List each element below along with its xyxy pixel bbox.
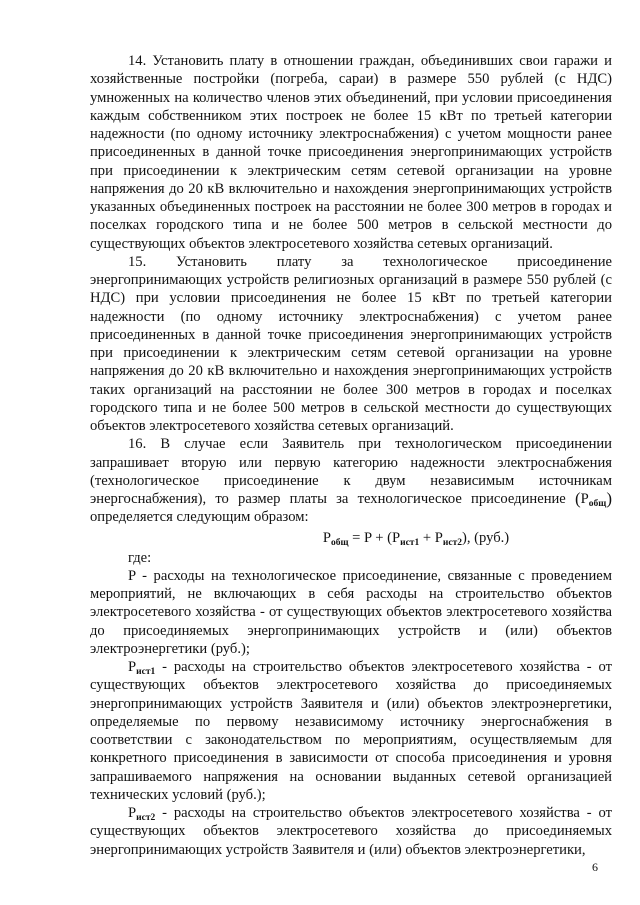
formula-tail: ), (руб.) [461,529,510,546]
definition-p-ist1-text: - расходы на строительство объектов электросетевого хозяйства - от существующих объектов электросетевого хозяйства до присоединяемых энергопринимающих устройств Заявителя и (или) объектов электроэнергетики, определяемые по первому независимому источнику энергоснабжения в соответствии с законодательством по мероприятиям, осуществляемым для конкретного присоединения в зависимости от способа присоединения и уровня запрашиваемого напряжения на основании выданных сетевой организацией технических условий (руб.); [90,659,612,803]
paragraph-14 [90,52,612,253]
definition-p-ist2-subscript: ист2 [136,813,156,823]
cost-formula [90,527,612,549]
formula-term1-subscript: ист1 [400,537,420,548]
p-total-subscript: общ [588,499,607,509]
definition-p-ist2-text: - расходы на строительство объектов электросетевого хозяйства - от существующих объектов электросетевого хозяйства до присоединяемых энергопринимающих устройств Заявителя и (или) объектов электроэнергетики, [90,805,612,858]
paragraph-16-text: 16. В случае если Заявитель при технологическом присоединении запрашивает вторую или первую категорию надежности электроснабжения (технологическое присоединение к двум независимым источникам энергоснабжения), то размер платы за технологическое присоединение [90,436,612,507]
definition-p-ist2-symbol: P [128,805,137,821]
page-number: 6 [592,860,598,874]
formula-lhs-symbol: P [322,529,331,546]
definition-p-ist2 [90,804,612,859]
open-paren: ( [575,489,581,508]
definition-p-ist1-subscript: ист1 [136,667,156,677]
formula-term1-symbol: P [391,529,401,546]
paragraph-15-text: 15. Установить плату за технологическое присоединение энергопринимающих устройств религиозных организаций в размере 550 рублей (с НДС) при условии присоединения не более 15 кВт по третьей категории надежности (по одному источнику электроснабжения) с учетом ранее присоединенных в данной точке присоединения энергопринимающих устройств при присоединении к электрическим сетям сетевой организации на уровне напряжения до 20 кВ включительно и нахождения энергопринимающих устройств таких организаций на расстоянии не более 300 метров в городах и поселках городского типа и не более 500 метров в сельской местности до существующих объектов электросетевого хозяйства сетевых организаций. [90,253,612,434]
definition-p-ist1 [90,658,612,804]
definition-p [90,567,612,658]
close-paren: ) [606,489,612,508]
formula-term2-subscript: ист2 [442,537,462,548]
paragraph-15 [90,253,612,436]
formula-equals: = P + ( [348,529,392,546]
formula-term2-symbol: P [434,529,443,546]
definition-p-text: P - расходы на технологическое присоединение, связанные с проведением мероприятий, не включающих в себя расходы на строительство объектов электросетевого хозяйства - от существующих объектов электросетевого хозяйства до присоединяемых энергопринимающих устройств и (или) объектов электроэнергетики (руб.); [90,567,612,657]
where-label: где: [128,549,152,566]
p-total-symbol: P [580,491,589,507]
paragraph-16 [90,435,612,526]
formula-plus: + [419,529,435,546]
paragraph-14-text: 14. Установить плату в отношении граждан, объединивших свои гаражи и хозяйственные постройки (погреба, сараи) в размере 550 рублей (с НДС) умноженных на количество членов этих объединений, при условии присоединения каждым собственником этих построек не более 15 кВт по третьей категории надежности (по одному источнику электроснабжения) с учетом мощности ранее присоединенных в данной точке присоединения энергопринимающих устройств при присоединении к электрическим сетям сетевой организации на уровне напряжения до 20 кВ включительно и нахождения энергопринимающих устройств указанных объединенных построек на расстоянии не более 300 метров в городах и поселках городского типа и не более 500 метров в сельской местности до существующих объектов электросетевого хозяйства сетевых организаций. [90,53,612,252]
formula-lhs-subscript: общ [330,537,349,548]
document-page [90,52,612,859]
paragraph-16-tail: определяется следующим образом: [90,509,309,526]
definition-p-ist1-symbol: P [128,659,137,675]
